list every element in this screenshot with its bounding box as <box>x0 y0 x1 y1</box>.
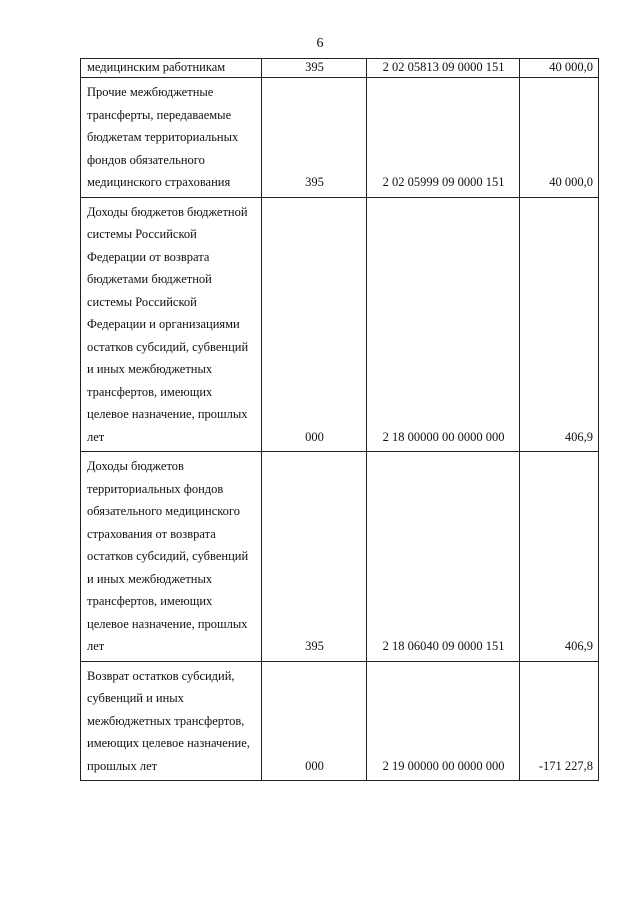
table-row <box>81 78 599 198</box>
amount-cell: 40 000,0 <box>520 78 599 198</box>
amount-cell: 40 000,0 <box>520 59 599 78</box>
admin-code-cell: 395 <box>262 59 367 78</box>
table-row <box>81 661 599 781</box>
revenue-name-cell: Возврат остатков субсидий, субвенций и иных межбюджетных трансфертов, имеющих целевое назначение, прошлых лет <box>81 661 262 781</box>
admin-code-cell: 000 <box>262 661 367 781</box>
page-number: 6 <box>316 36 324 51</box>
budget-classification-code-cell: 2 18 06040 09 0000 151 <box>367 452 520 662</box>
budget-revenue-table <box>80 58 599 781</box>
table-row <box>81 197 599 452</box>
budget-classification-code-cell: 2 02 05813 09 0000 151 <box>367 59 520 78</box>
revenue-name-cell: Доходы бюджетов бюджетной системы Российской Федерации от возврата бюджетами бюджетной системы Российской Федерации и организациями остатков субсидий, субвенций и иных межбюджетных трансфертов, имеющих целевое назначение, прошлых лет <box>81 197 262 452</box>
amount-cell: 406,9 <box>520 452 599 662</box>
budget-classification-code-cell: 2 19 00000 00 0000 000 <box>367 661 520 781</box>
revenue-name-cell: Прочие межбюджетные трансферты, передаваемые бюджетам территориальных фондов обязательного медицинского страхования <box>81 78 262 198</box>
revenue-name-cell: Доходы бюджетов территориальных фондов обязательного медицинского страхования от возврата остатков субсидий, субвенций и иных межбюджетных трансфертов, имеющих целевое назначение, прошлых лет <box>81 452 262 662</box>
amount-cell: 406,9 <box>520 197 599 452</box>
table-row <box>81 59 599 78</box>
budget-classification-code-cell: 2 02 05999 09 0000 151 <box>367 78 520 198</box>
admin-code-cell: 395 <box>262 452 367 662</box>
budget-classification-code-cell: 2 18 00000 00 0000 000 <box>367 197 520 452</box>
admin-code-cell: 000 <box>262 197 367 452</box>
amount-cell: -171 227,8 <box>520 661 599 781</box>
revenue-name-cell: медицинским работникам <box>81 59 262 78</box>
admin-code-cell: 395 <box>262 78 367 198</box>
table-row <box>81 452 599 662</box>
